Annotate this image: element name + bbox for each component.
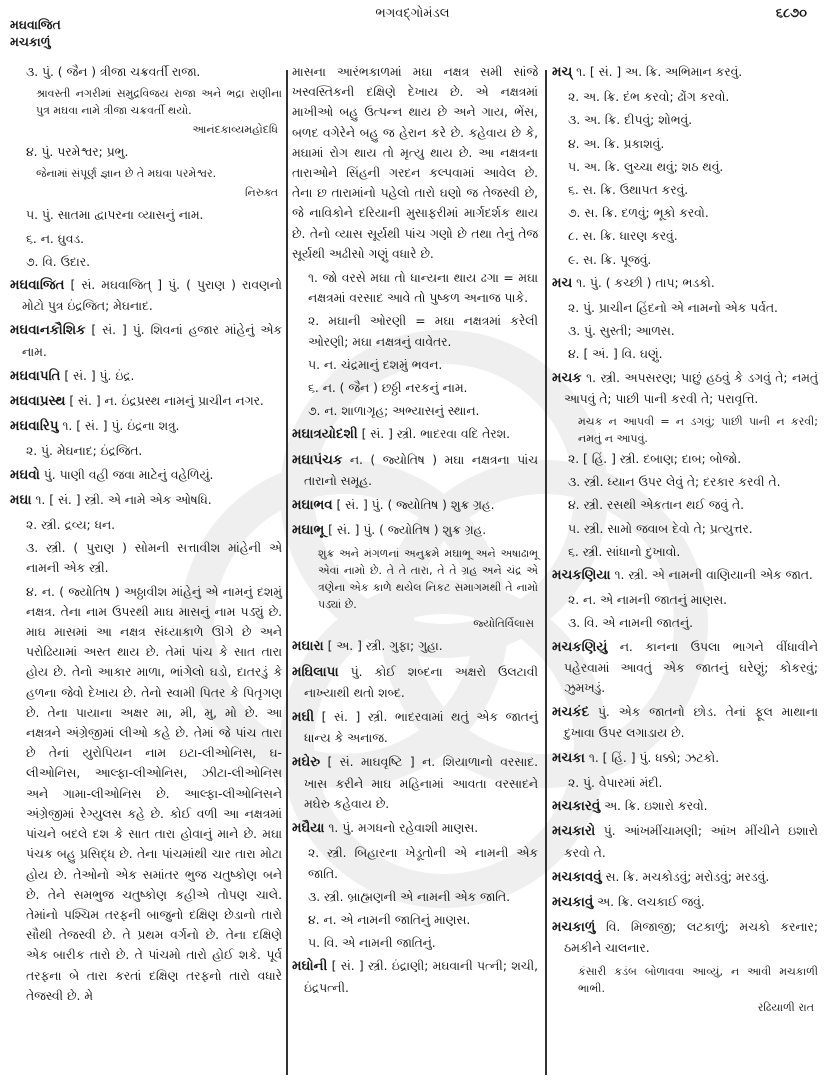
entry-headword: મઘૈયા — [292, 821, 325, 837]
dictionary-entry — [292, 450, 538, 491]
dictionary-entry — [552, 368, 818, 409]
entry-sense: ૨. [ હિં. ] સ્ત્રી. દબાણ; દાબ; બોજો. — [568, 452, 742, 467]
entry-sense: ૪. અ. ક્રિ. પ્રકાશવું. — [568, 136, 665, 151]
entry-sense: ૨. સ્ત્રી. બિહારના ખેડૂતોની એ નામની એક જાતિ. — [308, 846, 538, 881]
entry-headword: મચક — [552, 370, 582, 386]
entry-sense: ૨. ન. એ નામની જાતનું માણસ. — [568, 593, 728, 608]
entry-sense: ૭. વિ. ઉદાર. — [26, 254, 91, 269]
entry-definition: [ સં. ] પું. શિવનાં હજાર માંહેનું એક નામ. — [22, 323, 282, 359]
dictionary-entry — [552, 62, 818, 83]
entry-headword: મચ્ — [552, 65, 573, 80]
dictionary-entry — [552, 273, 818, 294]
dictionary-entry — [552, 565, 818, 586]
entry-definition: ન. ( જ્યોતિષ ) મઘા નક્ષત્રના પાંચ તારાનો સમૂહ. — [304, 452, 538, 488]
entry-sense: ૫. સ્ત્રી. સામો જવાબ દેવો તે; પ્રત્યુત્તર. — [568, 521, 753, 536]
entry-sense: ૭. ન. શાળાગૃહ; અભ્યાસનું સ્થાન. — [308, 404, 480, 419]
entry-sense: ૯. સ. ક્રિ. પૂજવું. — [568, 252, 652, 267]
entry-definition: [ સં. મઘવાજિત્ ] પું. ( પુરાણ ) રાવણનો મોટો પુત્ર ઇંદ્રજિત; મેઘનાદ. — [22, 278, 282, 314]
guide-word-first: મઘવાજિત — [10, 17, 61, 32]
entry-headword: મચકણિયું — [552, 639, 608, 655]
entry-quotation: મચક ન આપવી = ન ડગવું; પાછી પાની ન કરવી; નમતું ન આપવું. — [578, 415, 818, 446]
entry-definition: [ સં. ] પું. ઇંદ્ર. — [60, 368, 135, 383]
entry-sense: ૩. પું. સુસ્તી; આળસ. — [568, 324, 675, 339]
entry-quotation: કંસારી કડંબ બોળાવવા આવ્યું, ન આવી મચકાળી ભાભી. — [578, 964, 818, 995]
dictionary-entry — [10, 275, 282, 316]
entry-definition: [ સં. માઘવૃષ્ટિ ] ન. શિયાળાનો વરસાદ. ખાસ કરીને માઘ મહિનામાં આવતા વરસાદને મઘેરુ કહેવાય છે. — [304, 755, 538, 811]
dictionary-entry — [10, 490, 282, 511]
entry-sense: ૬. સ્ત્રી. સાંધાનો દુખાવો. — [568, 544, 681, 559]
entry-sense: ૪. ન. ( જ્યોતિષ ) અઠ્ઠાવીશ માંહેનું એ નામનું દશમું નક્ષત્ર. તેના નામ ઉપરથી માઘ માસનું નામ પડ્યું છે. માઘ માસમાં આ નક્ષત્ર સંધ્યાકાળે ઊગે છે અને પરોઢિયામાં અસ્ત થાય છે. તેમાં પાંચ કે સાત તારા હોય છે. તેનો આકાર માળા, ભાંગેલો ઘડો, દાતરડું કે હળના જેવો દેખાય છે. તેનો સ્વામી પિતર કે પિતૃગણ છે. તેના પાયાના અક્ષર મા, મી, મુ, મો છે. આ નક્ષત્રને અંગ્રેજીમાં લીઓ કહે છે. તેમાં જે પાંચ તારા છે તેનાં યુરોપિયન નામ ઇટા-લીઓનિસ, ઘ-લીઓનિસ, આલ્ફા-લીઓનિસ, ઝીટા-લીઓનિસ અને ગામા-લીઓનિસ છે. આલ્ફા-લીઓનિસને અંગ્રેજીમાં રેગ્યુલસ કહે છે. કોઈ વળી આ નક્ષત્રમાં પાંચને બદલે દશ કે સાત તારા હોવાનું માને છે. મઘા પંચક બહુ પ્રસિદ્ધ છે. તેના પાંચમાંથી ચાર તારા મોટા હોય છે. તેઓનો એક સમાંતર ભુજ ચતુષ્કોણ બને છે. તેને સમભુજ ચતુષ્કોણ કહીએ તોપણ ચાલે. તેમાંનો પશ્ચિમ તરફની બાજુનો દક્ષિણ છેડાનો તારો સૌથી તેજસ્વી છે. તે પ્રથમ વર્ગનો છે. તેના દક્ષિણે એક બારીક તારો છે. તે પાંચમો તારો હોઈ શકે. પૂર્વ તરફના બે તારા કરતાં દક્ષિણ તરફનો તારો વધારે તેજસ્વી છે. મે — [26, 584, 282, 1003]
entry-sense: ૨. અ. ક્રિ. દંભ કરવો; ઢોંગ કરવો. — [568, 90, 730, 105]
dictionary-entry — [292, 636, 538, 657]
entry-sense: ૩. સ્ત્રી. બ્રાહ્મણની એ નામની એક જાતિ. — [308, 889, 511, 904]
entry-headword: મઘવાજિત — [10, 278, 65, 294]
entry-headword: મચકાવવું — [552, 869, 602, 885]
entry-sense: ૫. ન. ચંદ્રમાનું દશમું ભવન. — [308, 357, 443, 372]
entry-sense: ૩. સ્ત્રી. ધ્યાન ઉપર લેવું તે; દરકાર કરવી તે. — [568, 475, 781, 490]
entry-definition: વિ. મિજાજી; લટકાળું; મચકો કરનાર; ઠમકીને ચાલનાર. — [564, 920, 818, 956]
page-header — [0, 0, 825, 58]
dictionary-entry — [292, 752, 538, 814]
dictionary-entry — [552, 748, 818, 769]
entry-definition: સ. ક્રિ. મચકોડવું; મરોડવું; મરડવું. — [601, 869, 770, 884]
dictionary-entry — [10, 465, 282, 486]
entry-definition: ૧. પું. મગધનો રહેવાશી માણસ. — [324, 821, 479, 836]
entry-sense: ૭. સ. ક્રિ. દળવું; ભૂકો કરવો. — [568, 206, 709, 221]
entry-definition: [ સં. ] પું. ( જ્યોતિષ ) શુક્ર ગ્રહ. — [332, 498, 495, 513]
entry-definition: ૧. [ હિં. ] પું. ધક્કો; ઝટકો. — [584, 750, 720, 765]
dictionary-entry — [552, 917, 818, 958]
entry-sense: ૪. સ્ત્રી. રસથી એકતાન થઈ જવું તે. — [568, 498, 745, 513]
entry-quotation: જેનામાં સંપૂર્ણ જ્ઞાન છે તે મઘવા પરમેશ્વર. — [36, 167, 217, 181]
dictionary-entry — [10, 366, 282, 387]
dictionary-entry — [10, 416, 282, 437]
guide-word-last: મચકાળું — [10, 34, 51, 49]
quotation-source: આનંદકાવ્યમહોદધિ — [192, 123, 278, 137]
entry-sense: ૨. પું. પ્રાચીન હિંદનો એ નામનો એક પર્વત. — [568, 301, 778, 316]
entry-sense: ૩. અ. ક્રિ. દીપવું; શોભવું. — [568, 113, 693, 128]
dictionary-entry — [552, 867, 818, 888]
entry-definition: પું. એક જાતનો છોડ. તેનાં ફૂલ માથાના દુખાવા ઉપર લગાડાય છે. — [564, 705, 818, 741]
entry-sense: ૫. પું. સાતમા દ્વાપરના વ્યાસનું નામ. — [26, 208, 204, 223]
entry-sense: ૬. ન. ( જૈન ) છઠ્ઠી નરકનું નામ. — [308, 381, 468, 396]
entry-headword: મઘિલાપા — [292, 664, 339, 680]
dictionary-entry — [10, 320, 282, 361]
entry-headword: મચકંદ — [552, 705, 590, 721]
entry-definition: અ. ક્રિ. ઇશારો કરવો. — [600, 799, 708, 814]
entry-definition: [ સં. ] ન. ઇંદ્રપ્રસ્થ નામનું પ્રાચીન નગર. — [65, 394, 264, 409]
entry-sense: ૫. વિ. એ નામની જાતિનું. — [308, 936, 436, 951]
running-title: ભગવદ્ગોમંડલ — [375, 6, 450, 21]
entry-definition: ૧. [ સં. ] સ્ત્રી. એ નામે એક ઓષધિ. — [31, 492, 212, 507]
column-3 — [552, 62, 818, 1082]
entry-definition: પું. આંખમીંચામણી; આંખ મીંચીને ઇશારો કરવો તે. — [564, 824, 818, 860]
column-divider — [545, 70, 547, 1075]
column-1 — [10, 62, 282, 1082]
dictionary-entry — [292, 495, 538, 516]
entry-sense: ૩. સ્ત્રી. ( પુરાણ ) સોમની સત્તાવીશ માંહેની એ નામની એક સ્ત્રી. — [26, 541, 282, 576]
dictionary-columns — [0, 62, 825, 1082]
dictionary-entry — [292, 707, 538, 748]
entry-sense: ૨. મઘાની ઓરણી = મઘા નક્ષત્રમાં કરેલી ઓરણી; મઘા નક્ષત્રનું વાવેતર. — [308, 314, 538, 349]
dictionary-entry — [552, 637, 818, 699]
dictionary-entry — [292, 818, 538, 839]
entry-sense: ૩. વિ. એ નામની જાતનું. — [568, 616, 694, 631]
entry-sense: ૨. પું. વેપારમાં મંદી. — [568, 775, 663, 790]
entry-headword: મઘોની — [292, 959, 328, 975]
guide-words — [10, 16, 61, 50]
dictionary-entry — [552, 796, 818, 817]
entry-headword: મઘારા — [292, 639, 324, 655]
entry-definition: અ. ક્રિ. લચકાઈ જવું. — [593, 894, 705, 909]
entry-headword: મચકારો — [552, 824, 596, 840]
dictionary-entry — [292, 424, 538, 445]
entry-headword: મઘવાપતિ — [10, 368, 61, 384]
entry-headword: મચકણિયા — [552, 568, 611, 584]
entry-definition: [ અ. ] સ્ત્રી. ગુફા; ગુહા. — [323, 639, 443, 654]
entry-headword: મઘાભૂ — [292, 523, 325, 539]
entry-headword: મચ — [552, 275, 573, 291]
entry-sense: ૪. [ અં. ] વિ. ઘણું. — [568, 347, 663, 362]
dictionary-entry — [552, 892, 818, 913]
entry-sense: ૬. ન. ઘુવડ. — [26, 231, 85, 246]
dictionary-entry — [292, 662, 538, 703]
entry-definition: ન. કાનના ઉપલા ભાગને વીંધાવીને પહેરવામાં આવતું એક જાતનું ઘરેણું; કોકરવું; ઝુમખડું. — [564, 639, 818, 696]
quotation-source: રઢિયાળી રાત — [757, 1000, 814, 1014]
entry-headword: મઘવાપ્રસ્થ — [10, 394, 66, 410]
entry-sense: ૩. પું. ( જૈન ) ત્રીજા ચક્રવર્તી રાજા. — [26, 65, 201, 79]
entry-sense: ૮. સ. ક્રિ. ધારણ કરવું. — [568, 229, 678, 244]
entry-definition: ૧. [ સં. ] પું. ઇંદ્રના શત્રુ. — [58, 419, 180, 434]
quotation-source: જ્યોતિર્વિલાસ — [473, 617, 534, 631]
entry-definition: [ સં. ] સ્ત્રી. ભાદરવા વદિ તેરશ. — [357, 427, 511, 442]
quotation-source: નિરુક્ત — [245, 186, 278, 200]
entry-headword: મઘવારિપુ — [10, 419, 59, 435]
entry-headword: મચકાળું — [552, 920, 596, 936]
column-2 — [292, 62, 538, 1082]
entry-headword: મઘાપંચક — [292, 452, 343, 468]
entry-definition: ૧. [ સં. ] અ. ક્રિ. અભિમાન કરવું. — [572, 65, 743, 79]
entry-definition: ૧. પું. ( કચ્છી ) તાપ; ભડકો. — [572, 275, 715, 290]
entry-definition: ૧. સ્ત્રી. એ નામની વાણિયાની એક જાત. — [610, 568, 813, 583]
entry-definition: [ સં. ] પું. ( જ્યોતિષ ) શુક્ર ગ્રહ. — [324, 523, 487, 538]
entry-headword: મઘાભવ — [292, 498, 333, 514]
entry-headword: મઘાત્રયોદશી — [292, 427, 358, 443]
entry-headword: મઘા — [10, 492, 32, 508]
entry-definition: [ સં. ] સ્ત્રી. ઇંદ્રાણી; મઘવાની પત્ની; શચી, ઇંદ્રપત્ની. — [304, 959, 538, 995]
entry-headword: મચકાવું — [552, 894, 594, 910]
entry-headword: મચકા — [552, 750, 585, 766]
entry-quotation: શ્રાવસ્તી નગરીમાં સમુદ્રવિજય રાજા અને ભદ્રા રાણીના પુત્ર મઘવા નામે ત્રીજા ચક્રવર્તી થયો. — [36, 87, 282, 118]
entry-sense: ૪. ન. એ નામની જાતિનું માણસ. — [308, 912, 471, 927]
entry-headword: મઘવાનકૌશિક — [10, 323, 86, 339]
entry-definition: [ સં. ] સ્ત્રી. ભાદરવામાં થતું એક જાતનું ધાન્ય કે અનાજ. — [304, 710, 538, 746]
entry-definition: ૧. સ્ત્રી. અપસરણ; પાછું હઠવું કે ડગવું તે; નમતું આપવું તે; પાછી પાની કરવી તે; પરાવૃત્તિ. — [564, 370, 818, 406]
entry-sense: ૬. સ. ક્રિ. ઉથાપત કરવું. — [568, 183, 689, 198]
page-number: ૬૮૭૦ — [775, 6, 807, 21]
entry-headword: મઘેરુ — [292, 755, 321, 771]
dictionary-entry — [10, 391, 282, 412]
entry-sense: ૨. સ્ત્રી. દ્રવ્ય; ધન. — [26, 518, 116, 533]
continued-text: માસના આરંભકાળમાં મઘા નક્ષત્ર સમી સાંજે ખસ્વસ્તિકની દક્ષિણે દેખાય છે. એ નક્ષત્રમાં માખીઓ બહુ ઉત્પન્ન થાય છે અને ગાય, ભેંસ, બળદ વગેરેને બહુ જ હેરાન કરે છે. કહેવાય છે કે, મઘામાં રોગ થાય તો મૃત્યુ થાય છે. આ નક્ષત્રના તારાઓને સિંહની ગરદન કલ્પવામાં આવેલ છે. તેના છ તારામાંનો પહેલો તારો ઘણો જ તેજસ્વી છે, જે નાવિકોને દરિયાની મુસાફરીમાં માર્ગદર્શક થાય છે. તેનો વ્યાસ સૂર્યથી પાંચ ગણો છે તથા તેનું તેજ સૂર્યથી અઢીસો ગણું વધારે છે. — [292, 65, 538, 261]
entry-sense: ૫. અ. ક્રિ. લુચ્ચા થવું; શઠ થવું. — [568, 159, 724, 174]
dictionary-entry — [552, 821, 818, 862]
dictionary-entry — [292, 956, 538, 997]
dictionary-entry — [292, 520, 538, 541]
entry-sense: ૨. પું. મેઘનાદ; ઇંદ્રજિત. — [26, 444, 143, 459]
entry-headword: મચકારવું — [552, 799, 601, 815]
dictionary-entry — [552, 702, 818, 743]
entry-headword: મઘવો — [10, 467, 40, 483]
entry-sense: ૧. જો વરસે મઘા તો ધાન્યના થાય ઢગા = મઘા નક્ષત્રમાં વરસાદ આવે તો પુષ્કળ અનાજ પાકે. — [308, 271, 538, 306]
entry-quotation: શુક્ર અને મંગળનાં અનુક્રમે મઘાભૂ અને અષાઢાભૂ એવાં નામો છે. તે તે તારા, તે તે ગ્રહ અને ચંદ્ર એ ત્રણેના એક કાળે થયેલ નિકટ સમાગમથી તે નામો પડ્યાં છે. — [318, 547, 538, 612]
entry-headword: મઘી — [292, 710, 315, 726]
column-divider — [286, 70, 288, 1075]
entry-definition: પું. કોઈ શબ્દના અક્ષરો ઉલટાવી નાખ્યાથી થતો શબ્દ. — [304, 664, 538, 700]
entry-sense: ૪. પું. પરમેશ્વર; પ્રભુ. — [26, 145, 129, 160]
entry-definition: પું. પાણી વહી જવા માટેનું વહેળિયું. — [39, 467, 214, 482]
